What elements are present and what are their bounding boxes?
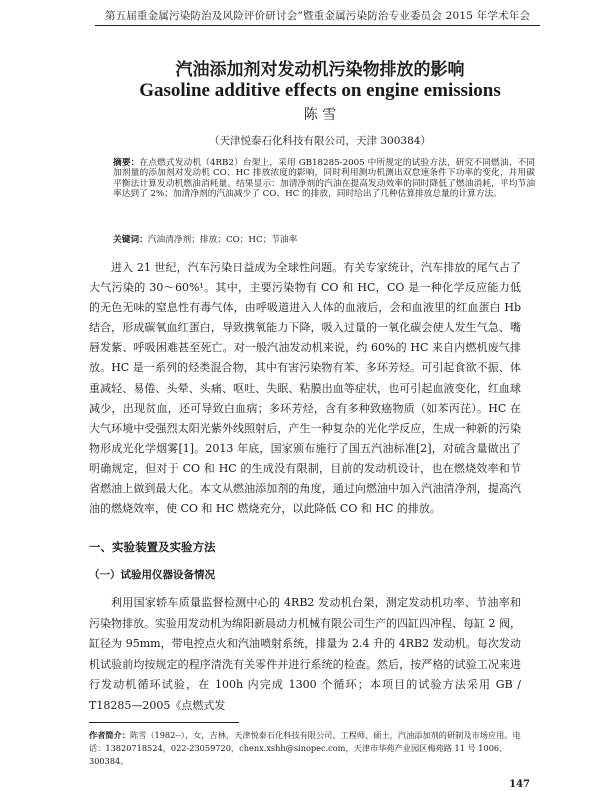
intro-paragraph: 进入 21 世纪，汽车污染日益成为全球性问题。有关专家统计，汽车排放的尾气占了大气污染的 30～60%¹。其中，主要污染物有 CO 和 HC，CO 是一种化学反应能力低的无色无味的窒息性有毒气体，由呼吸道进入人体的血液后，会和血液里的红血蛋白 Hb 结合，形成碳氧血红蛋白，导致携氧能力下降，吸入过量的一氧化碳会使人发生气急、嘴唇发紫、呼吸困难甚至死亡。对一般汽油发动机来说，约 60%的 HC 来自内燃机废气排放。HC 是一系列的烃类混合物，其中有害污染物有苯、多环芳烃。可引起食欲不振、体重减轻、易倦、头晕、头痛、呕吐、失眠、粘膜出血等症状，也可引起血液变化，红血球减少，出现贫血，还可导致白血病；多环芳烃，含有多种致癌物质（如苯丙芘）。HC 在大气环境中受强烈太阳光紫外线照射后，产生一种复杂的光化学反应，生成一种新的污染物形成光化学烟雾[1]。2013 年底，国家颁布施行了国五汽油标准[2]，对硫含量做出了明确规定，但对于 CO 和 HC 的生成没有限制，目前的发动机设计，也在燃烧效率和节省燃油上做到最大化。本文从燃油添加剂的角度，通过向燃油中加入汽油清净剂，提高汽油的燃烧效率，使 CO 和 HC 燃烧充分，以此降低 CO 和 HC 的排放。 xyxy=(89,261,521,516)
keywords-label: 关键词： xyxy=(113,235,148,245)
keywords xyxy=(113,233,535,245)
subsection-heading: （一）试验用仪器设备情况 xyxy=(89,569,215,581)
abstract-text: 在点燃式发动机（4RB2）台架上，采用 GB18285-2005 中所规定的试验方法，研究不同燃油、不同加剂量的添加剂对发动机 CO、HC 排放浓度的影响，同时利用测功机测出双怠速条件下功率的变化，并用碳平衡法计算发动机燃油消耗量。结果显示：加清净剂的汽油在提高发动效率的同时降低了燃油消耗，平均节油率达到了 2%；加清净剂的汽油减少了 CO、HC 的排放，同时给出了几种估算排放总量的计算方法。 xyxy=(113,158,535,200)
footnote-text: 陈雪（1982--），女，吉林，天津悦泰石化科技有限公司、工程师、硕士，汽油添加剂的研制及市场应用。电话：13820718524，022-23059720，chenx.xshh@sinopec.com，天津市华苑产业园区梅苑路 11 号 1006、300384。 xyxy=(89,730,521,766)
page-number: 147 xyxy=(509,779,530,790)
title-english: Gasoline additive effects on engine emissions xyxy=(139,80,501,101)
footnote-divider xyxy=(89,722,239,723)
footnote xyxy=(89,729,521,767)
title-chinese: 汽油添加剂对发动机污染物排放的影响 xyxy=(175,60,465,80)
abstract-label: 摘要： xyxy=(113,158,140,168)
header-divider xyxy=(95,25,540,26)
section-heading: 一、实验装置及实验方法 xyxy=(89,540,216,554)
body-paragraph: 利用国家轿车质量监督检测中心的 4RB2 发动机台架，测定发动机功率、节油率和污染物排放。实验用发动机为绵阳新晨动力机械有限公司生产的四缸四冲程、每缸 2 阀，缸径为 95mm，带电控点火和汽油喷射系统，排量为 2.4 升的 4RB2 发动机。每次发动机试验前均按规定的程序清洗有关零件并进行系统的检查。然后，按严格的试验工况来进行发动机循环试验，在 100h 内完成 1300 个循环；本项目的试验方法采用 GB / T18285—2005《点燃式发 xyxy=(89,596,521,712)
author-name: 陈 雪 xyxy=(303,107,337,123)
abstract xyxy=(113,158,535,200)
affiliation: （天津悦泰石化科技有限公司，天津 300384） xyxy=(209,135,431,147)
running-header: 第五届重金属污染防治及风险评价研讨会”暨重金属污染防治专业委员会 2015 年学术年会 xyxy=(104,10,531,22)
footnote-label: 作者简介： xyxy=(89,730,130,740)
keywords-text: 汽油清净剂；排放；CO；HC；节油率 xyxy=(147,235,298,245)
